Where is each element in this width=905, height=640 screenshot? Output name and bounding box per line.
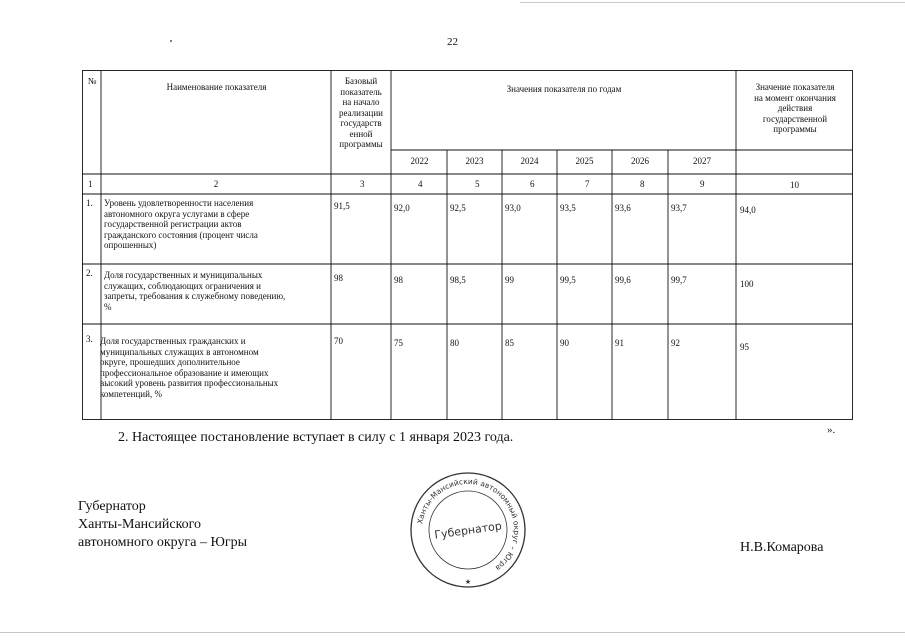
year-2026: 2026 (631, 156, 649, 166)
header-name: Наименование показателя (166, 82, 267, 92)
row2-2027: 99,7 (671, 275, 687, 285)
closing-quote: ». (827, 424, 836, 436)
scan-dot (170, 40, 172, 42)
row3-2027: 92 (671, 338, 680, 348)
row3-num: 3. (86, 334, 93, 344)
row3-2025: 90 (560, 338, 569, 348)
row1-base: 91,5 (334, 201, 350, 211)
row3-2024: 85 (505, 338, 514, 348)
svg-text:★: ★ (464, 578, 472, 586)
colnum-5: 5 (475, 179, 480, 189)
row1-2027: 93,7 (671, 203, 687, 213)
colnum-7: 7 (585, 179, 590, 189)
colnum-6: 6 (530, 179, 535, 189)
seal-center-text: Губернатор (433, 519, 503, 542)
header-final: Значение показателя на момент окончания действия государственной программы (754, 82, 836, 134)
signer-name: Н.В.Комарова (740, 540, 824, 555)
row1-2026: 93,6 (615, 203, 631, 213)
header-values-by-year: Значения показателя по годам (506, 84, 622, 94)
svg-text:Ханты-Мансийский автономный ок: Ханты-Мансийский автономный округ – Югра (415, 476, 522, 573)
row3-final: 95 (740, 342, 749, 352)
row1-final: 94,0 (740, 205, 756, 215)
colnum-10: 10 (790, 180, 799, 190)
row2-name: Доля государственных и муниципальных служащих, соблюдающих ограничения и запреты, требования к служебному поведению, % (104, 270, 286, 312)
header-base: Базовый показатель на начало реализации государств енной программы (339, 76, 383, 149)
official-seal (402, 470, 534, 590)
year-2027: 2027 (693, 156, 711, 166)
colnum-8: 8 (640, 179, 645, 189)
colnum-3: 3 (360, 179, 365, 189)
row2-2026: 99,6 (615, 275, 631, 285)
row1-2024: 93,0 (505, 203, 521, 213)
scan-line-top (520, 2, 905, 3)
row1-name: Уровень удовлетворенности населения автономного округа услугами в сфере государственной регистрации актов гражданского состояния (процент числа опрошенных) (104, 198, 258, 250)
row1-2025: 93,5 (560, 203, 576, 213)
year-2024: 2024 (520, 156, 539, 166)
row2-2024: 99 (505, 275, 514, 285)
row3-name: Доля государственных гражданских и муниципальных служащих в автономном округе, прошедших дополнительное профессиональное образование и имеющих высокий уровень развития профессиональных компетенций, % (100, 336, 279, 399)
row3-2023: 80 (450, 338, 459, 348)
scan-line-bottom (0, 632, 905, 633)
row1-2022: 92,0 (394, 203, 410, 213)
row2-num: 2. (86, 268, 93, 278)
row2-base: 98 (334, 273, 343, 283)
colnum-2: 2 (213, 179, 219, 189)
indicators-table (82, 70, 853, 420)
colnum-1: 1 (88, 179, 93, 189)
colnum-9: 9 (700, 179, 705, 189)
year-2023: 2023 (465, 156, 484, 166)
row2-2022: 98 (394, 275, 403, 285)
row3-base: 70 (334, 336, 343, 346)
year-2025: 2025 (575, 156, 594, 166)
page-number: 22 (447, 36, 458, 48)
row2-final: 100 (740, 279, 754, 289)
row3-2026: 91 (615, 338, 624, 348)
row2-2023: 98,5 (450, 275, 466, 285)
row2-2025: 99,5 (560, 275, 576, 285)
row1-num: 1. (86, 198, 93, 208)
decree-text: 2. Настоящее постановление вступает в силу с 1 января 2023 года. (118, 430, 514, 445)
governor-title: Губернатор Ханты-Мансийского автономного округа – Югры (78, 499, 247, 550)
colnum-4: 4 (418, 179, 423, 189)
header-num: № (87, 76, 97, 86)
year-2022: 2022 (410, 156, 429, 166)
row1-2023: 92,5 (450, 203, 466, 213)
row3-2022: 75 (394, 338, 403, 348)
